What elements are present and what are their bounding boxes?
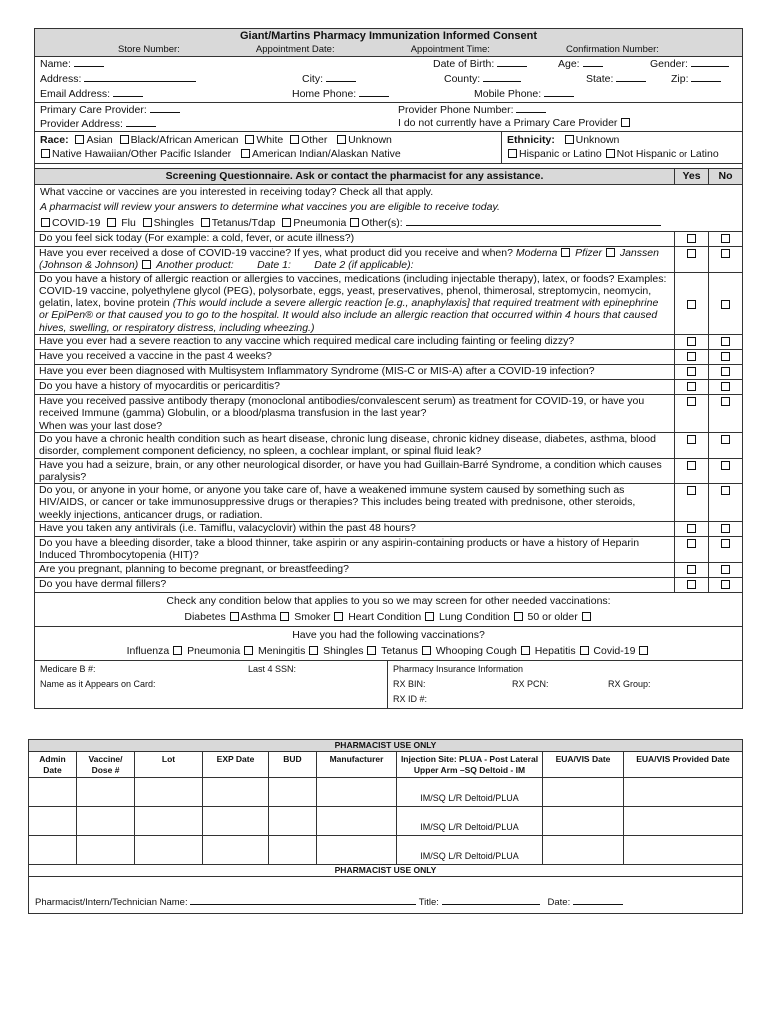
name-field[interactable]: Name: <box>40 57 104 72</box>
q9-no-checkbox[interactable] <box>721 435 730 444</box>
table-cell[interactable] <box>317 778 397 807</box>
conditions-section: Check any condition below that applies to you so we may screen for other needed vaccinations: Diabetes Asthma Smoker Heart Condition Lung Condition 50 or older <box>35 593 742 627</box>
q4-yes-checkbox[interactable] <box>687 337 696 346</box>
history-prompt: Have you had the following vaccinations? <box>292 628 485 641</box>
rx-bin-field[interactable]: RX BIN: <box>393 678 426 689</box>
pharmacy-insurance-title: Pharmacy Insurance Information <box>393 663 524 674</box>
q14-yes-checkbox[interactable] <box>687 565 696 574</box>
q15-no-checkbox[interactable] <box>721 580 730 589</box>
race-asian-checkbox[interactable] <box>75 135 84 144</box>
q6-no-checkbox[interactable] <box>721 367 730 376</box>
q14-no-checkbox[interactable] <box>721 565 730 574</box>
condition-lung-checkbox[interactable] <box>514 612 523 621</box>
q7-yes-checkbox[interactable] <box>687 382 696 391</box>
q13-yes-checkbox[interactable] <box>687 539 696 548</box>
condition-50-or-older-checkbox[interactable] <box>582 612 591 621</box>
table-cell[interactable] <box>135 807 203 836</box>
ethnicity-not-hispanic-checkbox[interactable] <box>606 149 615 158</box>
pharmacist-use-title-2: PHARMACIST USE ONLY <box>29 865 742 877</box>
race-unknown-checkbox[interactable] <box>337 135 346 144</box>
title-field[interactable] <box>442 895 540 905</box>
conditions-prompt: Check any condition below that applies to you so we may screen for other needed vaccinations: <box>166 594 611 607</box>
table-cell[interactable] <box>624 807 742 836</box>
question-row: Have you ever had a severe reaction to any vaccine which required medical care including fainting or feeling dizzy? <box>35 335 742 350</box>
ethnicity-hispanic-checkbox[interactable] <box>508 149 517 158</box>
form-header <box>35 29 742 57</box>
store-number-label: Store Number: <box>118 44 180 55</box>
q5-no-checkbox[interactable] <box>721 352 730 361</box>
table-cell[interactable] <box>135 778 203 807</box>
home-phone-field[interactable]: Home Phone: <box>292 87 389 101</box>
vaccine-interest: What vaccine or vaccines are you interested in receiving today? Check all that apply. A pharmacist will review your answers to determine what vaccines you are eligible to receive today. COVID-19 Flu Shingles Tetanus/Tdap Pneumonia Other(s): <box>35 185 742 232</box>
consent-form <box>34 28 743 709</box>
q3-no-checkbox[interactable] <box>721 300 730 309</box>
col-manufacturer: Manufacturer <box>317 752 397 778</box>
appointment-time-label: Appointment Time: <box>410 44 490 55</box>
ethnicity-label: Ethnicity: <box>507 134 555 146</box>
q13-no-checkbox[interactable] <box>721 539 730 548</box>
history-tetanus-checkbox[interactable] <box>422 646 431 655</box>
question-row: Have you received a vaccine in the past 4 weeks? <box>35 350 742 365</box>
pharmacist-section <box>28 739 743 914</box>
table-cell[interactable] <box>203 836 269 865</box>
screening-title: Screening Questionnaire. Ask or contact the pharmacist for any assistance. <box>165 170 544 182</box>
provider-address-field[interactable]: Provider Address: <box>40 117 156 131</box>
race-black-checkbox[interactable] <box>120 135 129 144</box>
q2-yes-checkbox[interactable] <box>687 249 696 258</box>
history-covid-checkbox[interactable] <box>639 646 648 655</box>
question-row: Have you ever been diagnosed with Multisystem Inflammatory Syndrome (MIS-C or MIS-A) after a COVID-19 infection? <box>35 365 742 380</box>
q10-yes-checkbox[interactable] <box>687 461 696 470</box>
pharmacist-use-title: PHARMACIST USE ONLY <box>29 740 742 752</box>
vaccine-interest-note: A pharmacist will review your answers to determine what vaccines you are eligible to receive today. <box>40 201 500 213</box>
table-cell[interactable] <box>624 836 742 865</box>
injection-site-cell[interactable]: IM/SQ L/R Deltoid/PLUA <box>397 778 543 807</box>
vaccine-covid-checkbox[interactable] <box>41 218 50 227</box>
confirmation-number-label: Confirmation Number: <box>566 44 659 55</box>
col-vaccine-dose: Vaccine/ Dose # <box>77 752 135 778</box>
q12-no-checkbox[interactable] <box>721 524 730 533</box>
q8-no-checkbox[interactable] <box>721 397 730 406</box>
q11-yes-checkbox[interactable] <box>687 486 696 495</box>
question-row: Have you received passive antibody therapy (monoclonal antibodies/convalescent serum) as treatment for COVID-19, or have you received Immune (gamma) Globulin, or a blood/plasma transfusion in the last year? When was your last dose? <box>35 395 742 433</box>
rx-id-field[interactable]: RX ID #: <box>393 693 428 704</box>
address-field[interactable]: Address: <box>40 72 196 87</box>
condition-smoker-checkbox[interactable] <box>334 612 343 621</box>
question-row: Have you taken any antivirals (i.e. Tamiflu, valacyclovir) within the past 48 hours? <box>35 522 742 537</box>
no-pcp-checkbox[interactable] <box>621 118 630 127</box>
vaccine-other-checkbox[interactable] <box>350 218 359 227</box>
rx-pcn-field[interactable]: RX PCN: <box>512 678 549 689</box>
provider-phone-field[interactable]: Provider Phone Number: <box>398 103 546 117</box>
race-label: Race: <box>40 134 69 146</box>
race-ethnicity <box>35 132 742 164</box>
pcp-field[interactable]: Primary Care Provider: <box>40 103 180 117</box>
race-native-american-checkbox[interactable] <box>241 149 250 158</box>
q5-yes-checkbox[interactable] <box>687 352 696 361</box>
col-lot: Lot <box>135 752 203 778</box>
history-shingles-checkbox[interactable] <box>367 646 376 655</box>
no-pcp-option[interactable]: I do not currently have a Primary Care Provider <box>398 117 632 130</box>
medicare-info <box>35 661 388 708</box>
question-row: Do you feel sick today (For example: a cold, fever, or acute illness?) <box>35 232 742 247</box>
medicare-field[interactable]: Medicare B #: <box>40 663 96 674</box>
pharmacist-name-label: Pharmacist/Intern/Technician Name: <box>35 897 188 908</box>
ssn-field[interactable]: Last 4 SSN: <box>248 663 297 674</box>
vaccine-shingles-checkbox[interactable] <box>143 218 152 227</box>
table-cell[interactable] <box>29 807 77 836</box>
title-label: Title: <box>418 897 439 908</box>
question-row: Do you have a history of myocarditis or pericarditis? <box>35 380 742 395</box>
condition-diabetes-checkbox[interactable] <box>230 612 239 621</box>
q12-yes-checkbox[interactable] <box>687 524 696 533</box>
q1-yes-checkbox[interactable] <box>687 234 696 243</box>
col-admin-date: Admin Date <box>29 752 77 778</box>
zip-field[interactable]: Zip: <box>671 72 721 86</box>
q4-no-checkbox[interactable] <box>721 337 730 346</box>
q2-pfizer-checkbox[interactable] <box>606 248 615 257</box>
dob-field[interactable]: Date of Birth: <box>433 57 527 71</box>
no-column-header: No <box>708 169 742 184</box>
history-influenza-checkbox[interactable] <box>173 646 182 655</box>
table-cell[interactable] <box>203 807 269 836</box>
question-row: Are you pregnant, planning to become pregnant, or breastfeeding? <box>35 563 742 578</box>
q1-no-checkbox[interactable] <box>721 234 730 243</box>
gender-field[interactable]: Gender: <box>650 57 729 71</box>
race-section: Race: Asian Black/African American White Other Unknown Native Hawaiian/Other Pacific Islander American Indian/Alaskan Native <box>35 132 502 163</box>
administration-table <box>29 752 742 865</box>
insurance-section <box>35 661 742 708</box>
table-cell[interactable] <box>29 836 77 865</box>
table-cell[interactable] <box>269 836 317 865</box>
question-row: Do you, or anyone in your home, or anyone you take care of, have a weakened immune system caused by something such as HIV/AIDS, or cancer or take immunosuppressive drugs or therapies? This includes being treated with prednisone, other steroids, weekly injections, anticancer drugs, or radiation. <box>35 484 742 522</box>
vaccine-pneumonia-checkbox[interactable] <box>282 218 291 227</box>
condition-asthma-checkbox[interactable] <box>280 612 289 621</box>
vaccination-history: Have you had the following vaccinations? Influenza Pneumonia Meningitis Shingles Tetanus Whooping Cough Hepatitis Covid-19 <box>35 627 742 661</box>
table-cell[interactable] <box>203 778 269 807</box>
q9-yes-checkbox[interactable] <box>687 435 696 444</box>
q11-no-checkbox[interactable] <box>721 486 730 495</box>
provider-info <box>35 103 742 132</box>
table-cell[interactable] <box>269 807 317 836</box>
rx-group-field[interactable]: RX Group: <box>608 678 651 689</box>
table-cell[interactable] <box>135 836 203 865</box>
col-eua-vis-date: EUA/VIS Date <box>543 752 624 778</box>
table-cell[interactable] <box>317 836 397 865</box>
col-injection-site: Injection Site: PLUA - Post Lateral Upper Arm –SQ Deltoid - IM <box>397 752 543 778</box>
date-field[interactable] <box>573 895 623 905</box>
date-label: Date: <box>547 897 571 908</box>
history-meningitis-checkbox[interactable] <box>309 646 318 655</box>
vaccine-flu-checkbox[interactable] <box>107 218 116 227</box>
pharmacist-signature-row <box>29 877 742 913</box>
vaccine-interest-prompt: What vaccine or vaccines are you interested in receiving today? Check all that apply. <box>40 186 434 198</box>
race-other-checkbox[interactable] <box>290 135 299 144</box>
history-hepatitis-checkbox[interactable] <box>580 646 589 655</box>
table-cell[interactable] <box>543 836 624 865</box>
col-bud: BUD <box>269 752 317 778</box>
table-cell[interactable] <box>77 778 135 807</box>
q6-yes-checkbox[interactable] <box>687 367 696 376</box>
ethnicity-section: Ethnicity: Unknown Hispanic or Latino Not Hispanic or Latino <box>507 134 719 160</box>
table-cell[interactable] <box>543 778 624 807</box>
history-pneumonia-checkbox[interactable] <box>244 646 253 655</box>
injection-site-cell[interactable]: IM/SQ L/R Deltoid/PLUA <box>397 807 543 836</box>
q8-yes-checkbox[interactable] <box>687 397 696 406</box>
table-cell[interactable] <box>317 807 397 836</box>
q10-no-checkbox[interactable] <box>721 461 730 470</box>
age-field[interactable]: Age: <box>558 57 603 71</box>
vaccine-tetanus-checkbox[interactable] <box>201 218 210 227</box>
q3-yes-checkbox[interactable] <box>687 300 696 309</box>
q2-moderna-checkbox[interactable] <box>561 248 570 257</box>
vaccine-other-field[interactable] <box>406 216 661 226</box>
yes-column-header: Yes <box>674 169 708 184</box>
question-row: Have you ever received a dose of COVID-19 vaccine? If yes, what product did you receive and when? Moderna Pfizer Janssen (Johnson & Johnson) Another product: Date 1: Date 2 (if applicable): <box>35 247 742 273</box>
card-name-field[interactable]: Name as it Appears on Card: <box>40 678 156 689</box>
county-field[interactable]: County: <box>444 72 521 86</box>
pharmacist-name-field[interactable] <box>190 895 416 905</box>
question-row: Do you have a history of allergic reaction or allergies to vaccines, medications (including injectable therapy), latex, or foods? Examples: COVID-19 vaccine, polyethylene glycol (PEG), polysorbate, eggs, yeast, preservatives, phenol, thimerosal, streptomycin, neomycin, gelatin, latex, bovine protein (This would include a severe allergic reaction [e.g., anaphylaxis] that required treatment with epinephrine or EpiPen® or that caused you to go to the hospital. It would also include an allergic reaction that occurred within 4 hours that caused hives, swelling, or respiratory distress, including wheezing.) <box>35 273 742 335</box>
table-cell[interactable] <box>77 836 135 865</box>
question-row: Do you have a chronic health condition such as heart disease, chronic lung disease, chronic kidney disease, diabetes, asthma, blood disorder, complement component deficiency, no spleen, a cochlear implant, or spinal fluid leak? <box>35 433 742 459</box>
table-cell[interactable] <box>543 807 624 836</box>
table-cell[interactable] <box>269 778 317 807</box>
q7-no-checkbox[interactable] <box>721 382 730 391</box>
condition-heart-checkbox[interactable] <box>425 612 434 621</box>
history-whooping-cough-checkbox[interactable] <box>521 646 530 655</box>
ethnicity-unknown-checkbox[interactable] <box>565 135 574 144</box>
patient-info <box>35 57 742 103</box>
race-hawaiian-checkbox[interactable] <box>41 149 50 158</box>
q15-yes-checkbox[interactable] <box>687 580 696 589</box>
question-row: Do you have dermal fillers? <box>35 578 742 593</box>
pharmacy-insurance-info <box>388 661 742 708</box>
city-field[interactable]: City: <box>302 72 356 86</box>
table-cell[interactable] <box>624 778 742 807</box>
state-field[interactable]: State: <box>586 72 646 86</box>
mobile-phone-field[interactable]: Mobile Phone: <box>474 87 574 101</box>
email-field[interactable]: Email Address: <box>40 87 143 102</box>
question-row: Do you have a bleeding disorder, take a blood thinner, take aspirin or any aspirin-containing products or have a history of Heparin Induced Thrombocytopenia (HIT)? <box>35 537 742 563</box>
appointment-fields <box>40 43 737 56</box>
screening-header <box>35 169 742 185</box>
table-cell[interactable] <box>77 807 135 836</box>
col-eua-vis-provided: EUA/VIS Provided Date <box>624 752 742 778</box>
race-white-checkbox[interactable] <box>245 135 254 144</box>
form-title: Giant/Martins Pharmacy Immunization Informed Consent <box>239 30 538 42</box>
appointment-date-label: Appointment Date: <box>255 44 335 55</box>
question-row: Have you had a seizure, brain, or any other neurological disorder, or have you had Guillain-Barré Syndrome, a condition which causes paralysis? <box>35 459 742 485</box>
q2-no-checkbox[interactable] <box>721 249 730 258</box>
col-exp-date: EXP Date <box>203 752 269 778</box>
table-cell[interactable] <box>29 778 77 807</box>
q2-janssen-checkbox[interactable] <box>142 260 151 269</box>
injection-site-cell[interactable]: IM/SQ L/R Deltoid/PLUA <box>397 836 543 865</box>
